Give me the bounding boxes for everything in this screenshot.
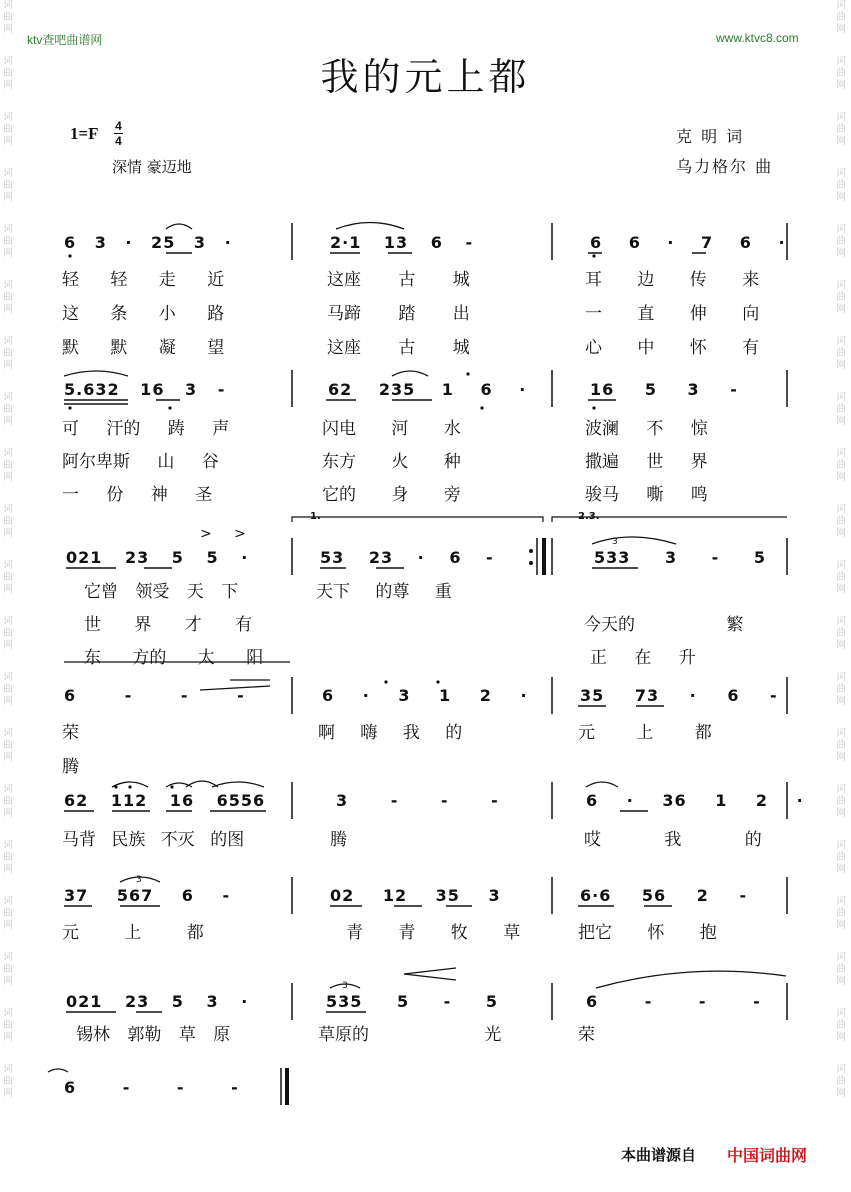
watermark-char: 词 <box>3 616 13 627</box>
watermark-char: 曲 <box>3 68 13 79</box>
row1-lyric2-bar3: 一 直 伸 向 <box>585 304 760 324</box>
watermark-char: 曲 <box>836 236 846 247</box>
row3-lyric1-bar1: 它曾 领受 天 下 <box>84 582 239 602</box>
tie <box>48 1069 68 1072</box>
watermark-char: 曲 <box>3 348 13 359</box>
watermark-char: 曲 <box>836 1076 846 1087</box>
triplet-mark: 3 <box>136 875 142 885</box>
tie <box>592 537 676 544</box>
watermark-char: 曲 <box>836 124 846 135</box>
watermark-char: 词 <box>836 280 846 291</box>
watermark-char: 网 <box>836 416 846 427</box>
watermark-char: 网 <box>3 136 13 147</box>
watermark-char: 网 <box>836 528 846 539</box>
triplet-mark: 3 <box>342 981 348 991</box>
watermark-char: 网 <box>3 248 13 259</box>
source-link[interactable]: 中国词曲网 <box>727 1146 808 1165</box>
watermark-char: 词 <box>3 504 13 515</box>
watermark-char: 网 <box>3 360 13 371</box>
row7-bar2-notes: 535 5 - 5 <box>326 992 499 1011</box>
row3-lyric3-bar3: 正 在 升 <box>590 648 696 668</box>
site-label-right: www.ktvc8.com <box>716 31 799 45</box>
watermark-char: 词 <box>3 840 13 851</box>
row2-lyric1-bar2: 闪电 河 水 <box>322 419 461 439</box>
row3-bar2-notes: 53 23 · 6 - <box>320 548 494 567</box>
watermark-char: 网 <box>836 24 846 35</box>
watermark-char: 曲 <box>836 964 846 975</box>
row1-lyric2-bar2: 马蹄 踏 出 <box>327 304 470 324</box>
watermark-char: 网 <box>836 864 846 875</box>
row7-lyric1-bar1: 锡林 郭勒 草 原 <box>76 1025 231 1045</box>
row2-lyric2-bar1: 阿尔卑斯 山 谷 <box>62 452 219 472</box>
watermark-char: 曲 <box>3 852 13 863</box>
watermark-char: 词 <box>3 0 13 11</box>
watermark-char: 网 <box>3 752 13 763</box>
watermark-char: 曲 <box>836 796 846 807</box>
watermark-char: 曲 <box>836 628 846 639</box>
row4-bar2-notes: 6 · 3 1 2 · <box>322 686 528 705</box>
watermark-char: 曲 <box>3 684 13 695</box>
watermark-char: 曲 <box>3 964 13 975</box>
watermark-char: 曲 <box>3 236 13 247</box>
watermark-char: 曲 <box>3 12 13 23</box>
watermark-char: 词 <box>3 112 13 123</box>
tempo-marking: 深情 豪迈地 <box>112 158 192 176</box>
row2-bar2-notes: 62 235 1 6 · <box>328 380 527 399</box>
song-title: 我的元上都 <box>320 55 531 99</box>
watermark-char: 网 <box>836 472 846 483</box>
row6-lyric1-bar3: 把它 怀 抱 <box>578 923 717 943</box>
crescendo-hairpin <box>404 968 456 980</box>
watermark-char: 网 <box>3 976 13 987</box>
row6-lyric1-bar1: 元 上 都 <box>62 923 204 943</box>
watermark-char: 曲 <box>3 908 13 919</box>
row2-lyric3-bar1: 一 份 神 圣 <box>62 485 213 505</box>
row3-bar3-notes: 533 3 - 5 <box>594 548 767 567</box>
watermark-char: 网 <box>836 1032 846 1043</box>
watermark-char: 曲 <box>836 1020 846 1031</box>
volta-1-label: 1. <box>310 511 321 522</box>
watermark-char: 网 <box>836 808 846 819</box>
watermark-char: 曲 <box>836 180 846 191</box>
watermark-char: 曲 <box>836 348 846 359</box>
final-barline-thick <box>285 1068 289 1105</box>
watermark-char: 曲 <box>836 852 846 863</box>
watermark-char: 曲 <box>3 292 13 303</box>
tie <box>336 223 404 230</box>
watermark-char: 网 <box>836 1088 846 1099</box>
watermark-char: 网 <box>836 696 846 707</box>
watermark-char: 网 <box>3 472 13 483</box>
watermark-char: 网 <box>3 920 13 931</box>
watermark-char: 词 <box>3 728 13 739</box>
watermark-char: 网 <box>3 304 13 315</box>
repeat-dot <box>529 549 533 553</box>
watermark-char: 曲 <box>3 1076 13 1087</box>
watermark-char: 网 <box>836 360 846 371</box>
watermark-char: 词 <box>3 1008 13 1019</box>
watermark-char: 网 <box>3 864 13 875</box>
volta-2-label: 2.3. <box>578 511 600 522</box>
row7-bar1-notes: 021 23 5 3 · <box>66 992 249 1011</box>
watermark-char: 词 <box>836 728 846 739</box>
watermark-char: 曲 <box>836 460 846 471</box>
watermark-char: 网 <box>3 640 13 651</box>
watermark-char: 曲 <box>3 124 13 135</box>
repeat-dot <box>529 561 533 565</box>
row7-lyric1-bar2: 草原的 光 <box>318 1025 502 1045</box>
row2-bar3-notes: 16 5 3 - <box>590 380 738 399</box>
tie <box>166 224 192 229</box>
watermark-char: 词 <box>3 336 13 347</box>
watermark-char: 词 <box>836 784 846 795</box>
accent-marks: > > <box>200 526 246 542</box>
watermark-char: 网 <box>3 24 13 35</box>
row3-lyric2-bar1: 世 界 才 有 <box>84 615 253 635</box>
row7-bar3-notes: 6 - - - <box>586 992 761 1011</box>
watermark-char: 词 <box>836 504 846 515</box>
watermark-char: 网 <box>836 640 846 651</box>
row4-lyric1-bar3: 元 上 都 <box>578 723 712 743</box>
watermark-char: 曲 <box>836 292 846 303</box>
watermark-char: 曲 <box>836 404 846 415</box>
row4-lyric1-bar1: 荣 <box>62 723 79 743</box>
watermark-char: 词 <box>3 280 13 291</box>
row1-lyric3-bar1: 默 默 凝 望 <box>62 338 225 358</box>
watermark-char: 网 <box>836 752 846 763</box>
row1-lyric1-bar1: 轻 轻 走 近 <box>62 270 225 290</box>
watermark-char: 网 <box>836 304 846 315</box>
row3-bar1-notes: 021 23 5 5 · <box>66 548 249 567</box>
watermark-char: 曲 <box>836 740 846 751</box>
row5-bar2-notes: 3 - - - <box>336 791 499 810</box>
watermark-char: 网 <box>836 248 846 259</box>
row1-lyric1-bar3: 耳 边 传 来 <box>585 270 760 290</box>
watermark-char: 词 <box>3 168 13 179</box>
row2-lyric1-bar3: 波澜 不 惊 <box>585 419 708 439</box>
row2-bar1-notes: 5.632 16 3 - <box>64 380 226 399</box>
tie <box>64 371 128 376</box>
watermark-char: 曲 <box>3 1020 13 1031</box>
watermark-char: 词 <box>836 1008 846 1019</box>
source-label: 本曲谱源自 <box>621 1146 697 1164</box>
watermark-char: 词 <box>836 952 846 963</box>
row4-lyric1-bar2: 啊 嗨 我 的 <box>318 723 463 743</box>
triplet-mark: 3 <box>612 537 618 547</box>
repeat-barline-thick <box>542 538 546 575</box>
row3-lyric1-bar2: 天下 的尊 重 <box>316 582 452 602</box>
volta-2-bracket <box>552 517 787 522</box>
watermark-char: 词 <box>836 672 846 683</box>
row1-bar2-notes: 2·1 13 6 - <box>330 233 474 252</box>
watermark-char: 词 <box>3 896 13 907</box>
watermark-char: 词 <box>3 1064 13 1075</box>
watermark-char: 词 <box>3 784 13 795</box>
row4-lyric2-bar1: 腾 <box>62 757 79 777</box>
watermark-char: 词 <box>3 952 13 963</box>
row2-lyric2-bar2: 东方 火 种 <box>322 452 461 472</box>
watermark-char: 网 <box>3 80 13 91</box>
watermark-char: 词 <box>3 392 13 403</box>
watermark-char: 曲 <box>836 12 846 23</box>
site-label-left: ktv查吧曲谱网 <box>27 33 103 47</box>
time-bottom: 4 <box>115 134 122 148</box>
watermark-char: 网 <box>3 528 13 539</box>
watermark-char: 网 <box>3 808 13 819</box>
watermark-char: 词 <box>836 896 846 907</box>
time-top: 4 <box>115 119 122 133</box>
watermark-char: 曲 <box>3 740 13 751</box>
watermark-char: 词 <box>836 168 846 179</box>
watermark-char: 词 <box>836 112 846 123</box>
watermark-char: 曲 <box>3 572 13 583</box>
row4-bar1-notes: 6 - - - <box>64 686 245 705</box>
row6-bar2-notes: 02 12 35 3 <box>330 886 501 905</box>
tie <box>586 782 618 787</box>
watermark-char: 网 <box>3 192 13 203</box>
tie <box>596 971 786 988</box>
watermark-char: 网 <box>3 1088 13 1099</box>
watermark-char: 词 <box>3 448 13 459</box>
watermark-char: 词 <box>836 616 846 627</box>
watermark-char: 曲 <box>836 68 846 79</box>
row1-bar1-notes: 6 3 · 25 3 · <box>64 233 232 252</box>
row2-lyric1-bar1: 可 汗的 踌 声 <box>62 419 230 439</box>
watermark-char: 词 <box>836 336 846 347</box>
watermark-char: 网 <box>836 920 846 931</box>
watermark-char: 曲 <box>836 572 846 583</box>
watermark-char: 网 <box>3 696 13 707</box>
row2-lyric3-bar3: 骏马 嘶 鸣 <box>585 485 708 505</box>
watermark-char: 网 <box>836 80 846 91</box>
dash-line <box>200 686 270 690</box>
row2-lyric2-bar3: 撒遍 世 界 <box>585 452 708 472</box>
row7-lyric1-bar3: 荣 <box>578 1025 595 1045</box>
volta-1-bracket <box>292 517 543 522</box>
watermark-char: 词 <box>836 392 846 403</box>
watermark-char: 词 <box>836 560 846 571</box>
watermark-char: 曲 <box>3 404 13 415</box>
watermark-char: 网 <box>836 136 846 147</box>
watermark-char: 曲 <box>836 516 846 527</box>
row1-lyric2-bar1: 这 条 小 路 <box>62 304 225 324</box>
row1-lyric1-bar2: 这座 古 城 <box>327 270 470 290</box>
watermark-char: 词 <box>3 672 13 683</box>
watermark-char: 词 <box>3 56 13 67</box>
row5-bar1-notes: 62 112 16 6556 <box>64 791 266 810</box>
row6-bar3-notes: 6·6 56 2 - <box>580 886 748 905</box>
row5-lyric1-bar2: 腾 <box>330 830 347 850</box>
watermark-char: 曲 <box>3 460 13 471</box>
row6-bar1-notes: 37 567 6 - <box>64 886 231 905</box>
watermark-char: 词 <box>836 1064 846 1075</box>
watermark-char: 词 <box>836 56 846 67</box>
watermark-char: 曲 <box>3 180 13 191</box>
row2-lyric3-bar2: 它的 身 旁 <box>322 485 461 505</box>
row3-lyric2-bar3: 今天的 繁 <box>584 615 744 635</box>
watermark-char: 曲 <box>3 796 13 807</box>
row1-lyric3-bar3: 心 中 怀 有 <box>585 338 760 358</box>
watermark-char: 曲 <box>836 684 846 695</box>
watermark-char: 词 <box>836 224 846 235</box>
watermark-char: 词 <box>836 0 846 11</box>
composer-credit: 乌力格尔 曲 <box>676 157 774 176</box>
watermark-char: 曲 <box>3 628 13 639</box>
watermark-char: 网 <box>836 584 846 595</box>
row1-lyric3-bar2: 这座 古 城 <box>327 338 470 358</box>
watermark-char: 曲 <box>836 908 846 919</box>
row3-lyric3-bar1: 东 方的 太 阳 <box>84 648 264 668</box>
watermark-char: 网 <box>3 584 13 595</box>
watermark-char: 词 <box>3 224 13 235</box>
row5-lyric1-bar1: 马背 民族 不灭 的图 <box>62 830 245 850</box>
row4-bar3-notes: 35 73 · 6 - <box>580 686 778 705</box>
watermark-char: 网 <box>3 416 13 427</box>
watermark-char: 网 <box>3 1032 13 1043</box>
row8-bar1-notes: 6 - - - <box>64 1078 239 1097</box>
tie <box>392 371 428 376</box>
watermark-char: 网 <box>836 192 846 203</box>
watermark-char: 词 <box>836 448 846 459</box>
key-signature: 1=F <box>70 124 99 143</box>
row6-lyric1-bar2: 青 青 牧 草 <box>346 923 521 943</box>
row1-bar3-notes: 6 6 · 7 6 · <box>590 233 786 252</box>
watermark-char: 词 <box>836 840 846 851</box>
tie <box>212 782 264 787</box>
watermark-char: 网 <box>836 976 846 987</box>
watermark-char: 曲 <box>3 516 13 527</box>
row5-lyric1-bar3: 哎 我 的 <box>584 830 762 850</box>
watermark-char: 词 <box>3 560 13 571</box>
row5-bar3-notes: 6 · 36 1 2 · <box>586 791 804 810</box>
lyricist-credit: 克 明 词 <box>676 127 745 146</box>
